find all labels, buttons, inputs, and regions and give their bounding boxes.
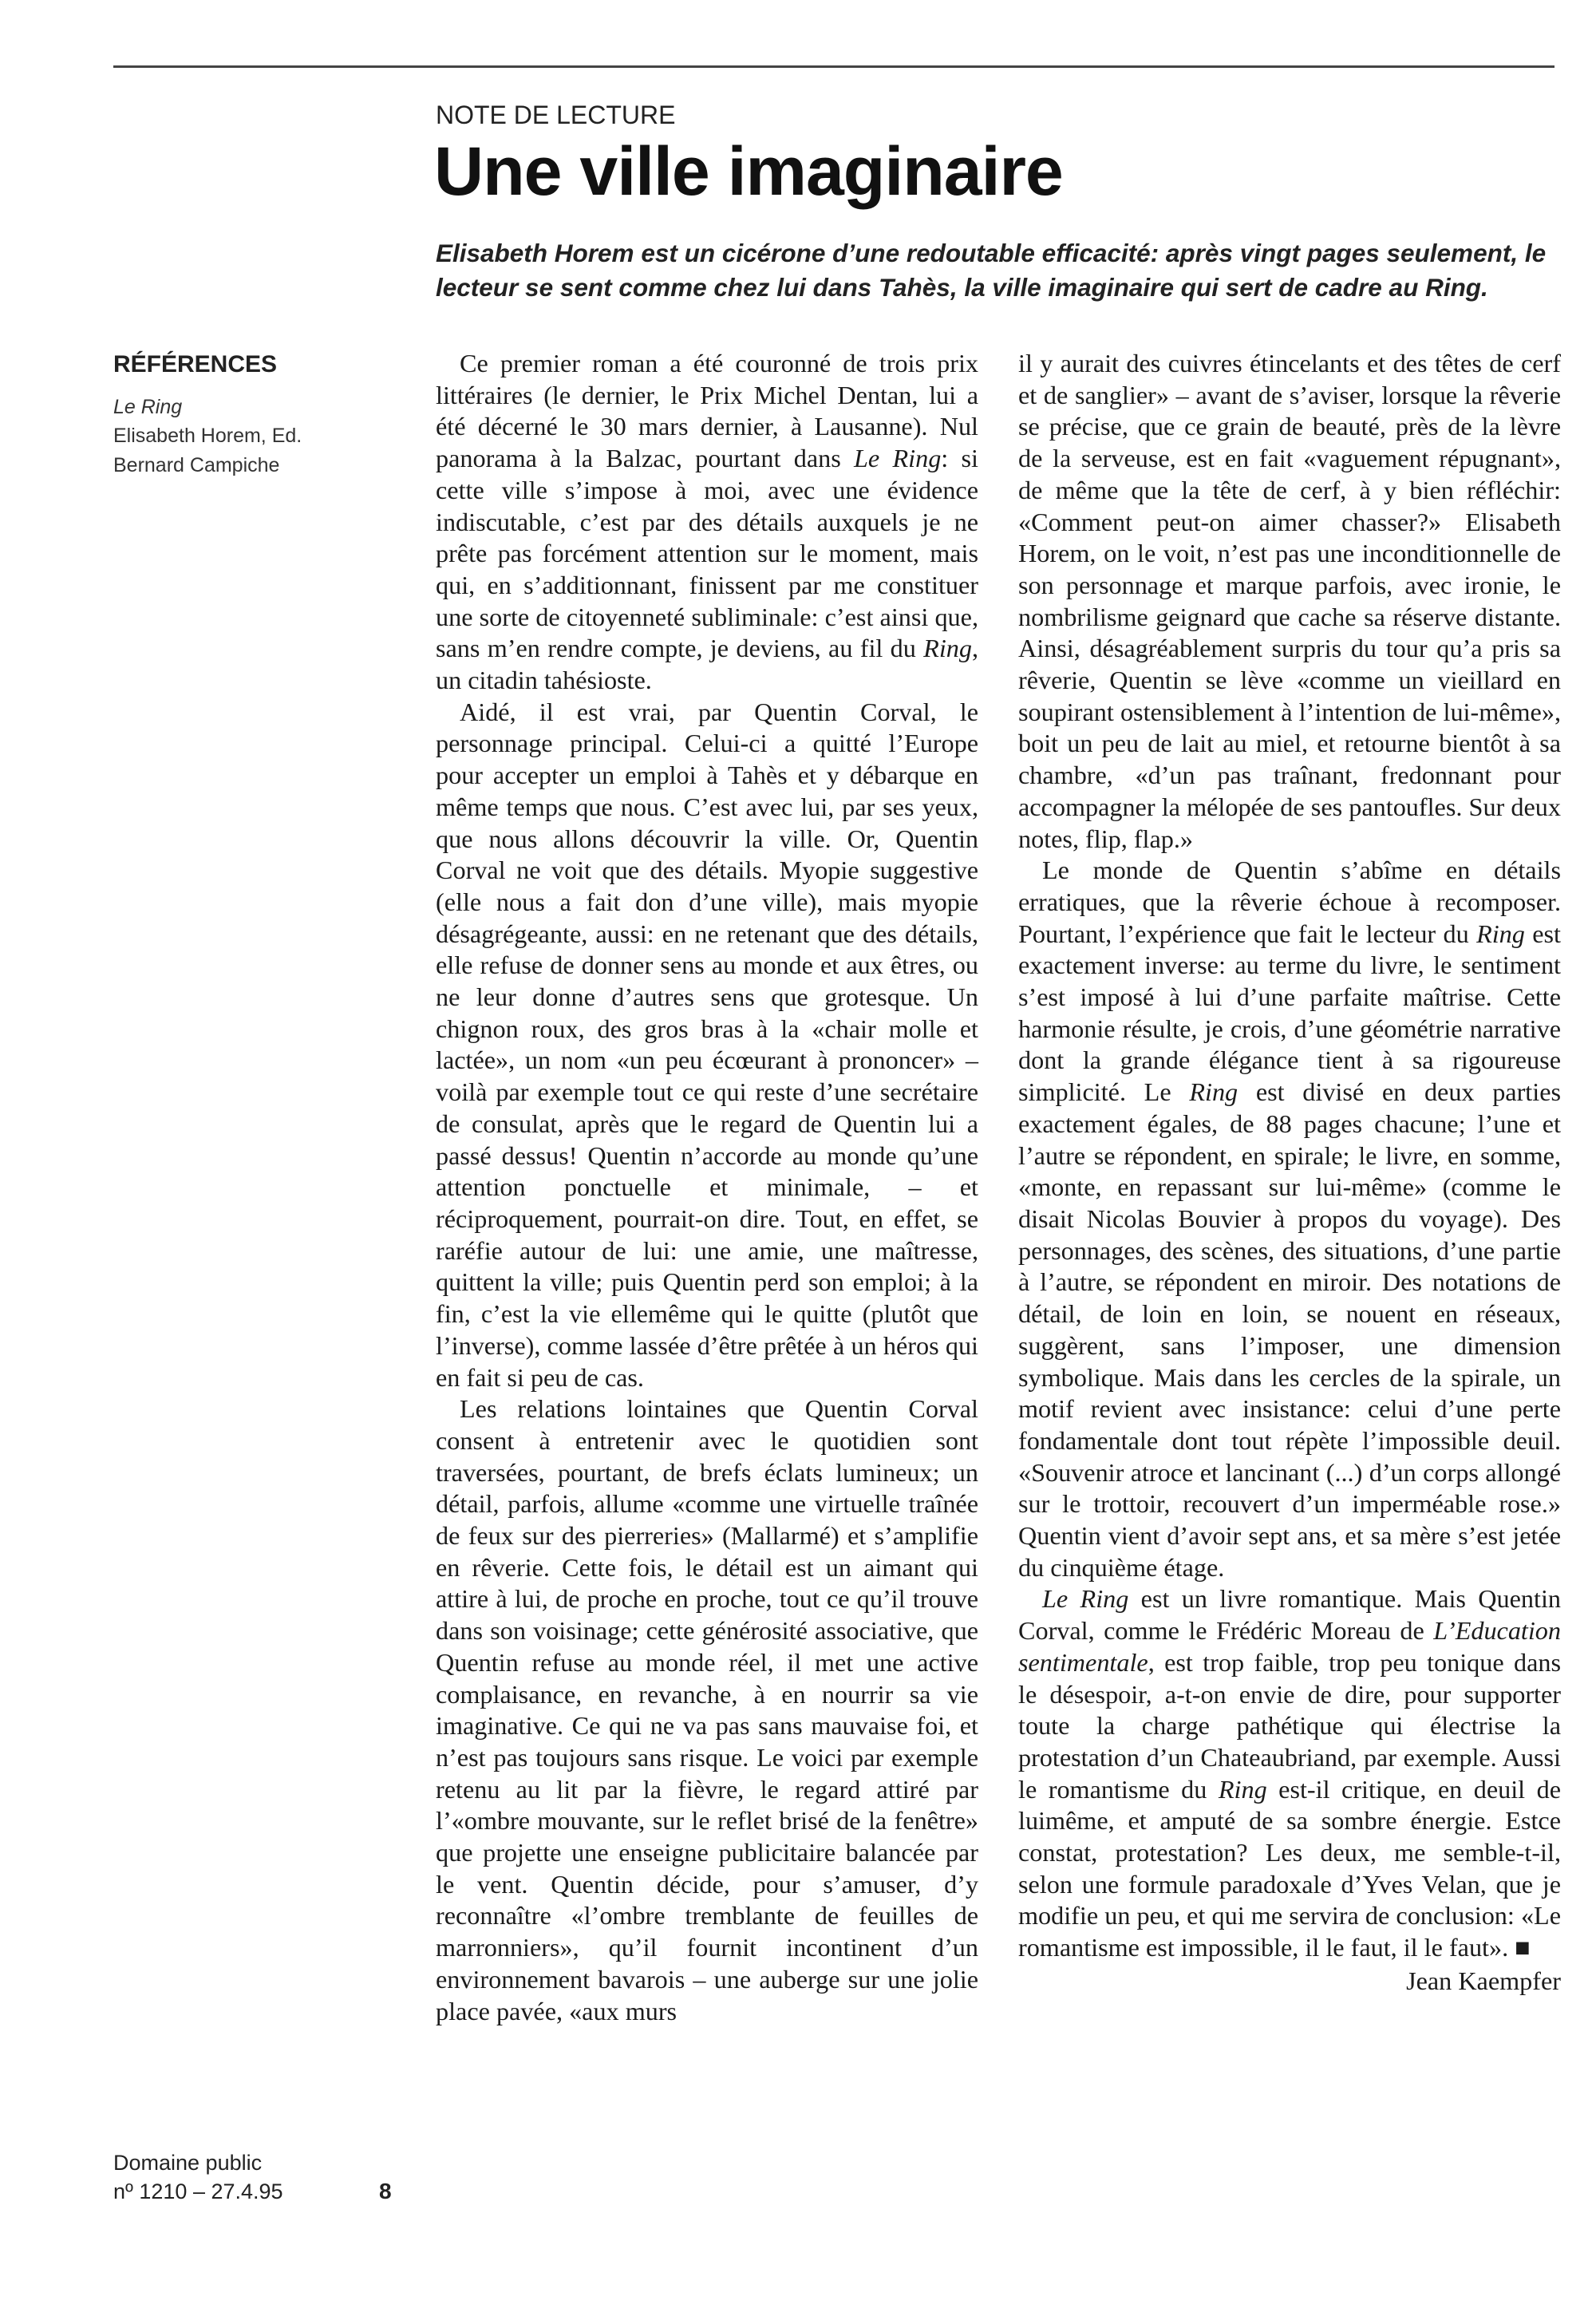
paragraph-1: Ce premier roman a été couronné de trois prix littéraires (le dernier, le Prix Michel Dentan, lui a été décerné le 30 mars dernier, à Lausanne). Nul panorama à la Balzac, pourtant dans Le Ring: si cette ville s’impose à moi, avec une évidence indiscutable, c’est par des détails auxquels je ne prête pas forcément attention sur le moment, mais qui, en s’additionnant, finissent par me constituer une sorte de citoyenneté subliminale: c’est ainsi que, sans m’en rendre compte, je deviens, au fil du Ring, un citadin tahésioste. (436, 349, 978, 695)
publication-footer (113, 2148, 283, 2207)
article-column-2 (1018, 348, 1561, 1998)
article-column-1 (436, 348, 978, 2027)
paragraph-4: Le monde de Quentin s’abîme en détails erratiques, que la rêverie échoue à recomposer. Pourtant, l’expérience que fait le lecteur du Ring est exactement inverse: au terme du livre, le sentiment s’est imposé à lui d’une parfaite maîtrise. Cette harmonie résulte, je crois, d’une géométrie narrative dont la grande élégance tient à sa rigoureuse simplicité. Le Ring est divisé en deux parties exactement égales, de 88 pages chacune; l’une et l’autre se répondent, en spirale; le livre, en somme, «monte, en repassant sur lui-même» (comme le disait Nicolas Bouvier à propos du voyage). Des personnages, des scènes, des situations, d’une partie à l’autre, se répondent en miroir. Des notations de détail, de loin en loin, se nouent en réseaux, suggèrent, sans l’imposer, une dimension symbolique. Mais dans les cercles de la spirale, un motif revient avec insistance: celui d’une perte fondamentale dont tout répète l’impossible deuil. «Souvenir atroce et lancinant (...) d’un corps allongé sur le trottoir, recouvert d’un imperméable rose.» Quentin vient d’avoir sept ans, et sa mère s’est jetée du cinquième étage. (1018, 856, 1562, 1582)
reference-author: Elisabeth Horem, Ed. (113, 425, 302, 448)
page-number: 8 (379, 2179, 392, 2203)
paragraph-2: Aidé, il est vrai, par Quentin Corval, le personnage principal. Celui-ci a quitté l’Europe pour accepter un emploi à Tahès et y débarque en même temps que nous. C’est avec lui, par ses yeux, que nous allons découvrir la ville. Or, Quentin Corval ne voit que des détails. Myopie suggestive (elle nous a fait don d’une ville), mais myopie désagrégeante, aussi: en ne retenant que des détails, elle refuse de donner sens au monde et aux êtres, ou ne leur donne d’autres sens que grotesque. Un chignon roux, des gros bras à la «chair molle et lactée», un nom «un peu écœurant à prononcer» – voilà par exemple tout ce qui reste d’une secrétaire de consulat, après que le regard de Quentin lui a passé dessus! Quentin n’accorde au monde qu’une attention ponctuelle et minimale, – et réciproquement, pourrait-on dire. Tout, en effet, se raréfie autour de lui: une amie, une maîtresse, quittent la ville; puis Quentin perd son emploi; à la fin, c’est la vie ellemême qui le quitte (plutôt que l’inverse), comme lassée d’être prêtée à un héros qui en fait si peu de cas. (436, 697, 978, 1392)
issue-number: nº 1210 – 27.4.95 (113, 2179, 283, 2204)
paragraph-3: Les relations lointaines que Quentin Corval consent à entretenir avec le quotidien sont traversées, pourtant, de brefs éclats lumineux; un détail, parfois, allume «comme une virtuelle traînée de feux sur des pierreries» (Mallarmé) et s’amplifie en rêverie. Cette fois, le détail est un aimant qui attire à lui, de proche en proche, tout ce qu’il trouve dans son voisinage; cette générosité associative, que Quentin refuse au monde réel, il met une active complaisance, en revanche, à en nourrir sa vie imaginative. Ce qui ne va pas sans mauvaise foi, et n’est pas toujours sans risque. Le voici par exemple retenu au lit par la fièvre, le regard attiré par l’«ombre mouvante, sur le reflet brisé de la fenêtre» que projette une enseigne publicitaire balancée par le vent. Quentin décide, pour s’amuser, d’y reconnaître «l’ombre tremblante de feuilles de marronniers», qu’il fournit incontinent d’un environnement bavarois – une auberge sur une jolie place pavée, «aux murs (436, 1394, 978, 2025)
author-signature: Jean Kaempfer (1406, 1966, 1561, 1995)
article-lead: Elisabeth Horem est un cicérone d’une redoutable efficacité: après vingt pages seulement, le lecteur se sent comme chez lui dans Tahès, la ville imaginaire qui sert de cadre au Ring. (436, 239, 1547, 302)
top-rule (113, 65, 1555, 68)
reference-book-title: Le Ring (113, 396, 183, 418)
paragraph-3-continued: il y aurait des cuivres étincelants et des têtes de cerf et de sanglier» – avant de s’aviser, lorsque la rêverie se précise, que ce grain de beauté, près de la lèvre de la serveuse, est en fait «vaguement répugnant», de même que la tête de cerf, à y bien réfléchir: «Comment peut-on aimer chasser?» Elisabeth Horem, on le voit, n’est pas une inconditionnelle de son personnage et marque parfois, avec ironie, le nombrilisme geignard que cache sa réserve distante. Ainsi, désagréablement surpris du tour qu’a pris sa rêverie, Quentin se lève «comme un vieillard en soupirant ostensiblement à l’intention de lui-même», boit un peu de lait au miel, et retourne bientôt à sa chambre, «d’un pas traînant, fredonnant pour accompagner la mélopée de ses pantoufles. Sur deux notes, flip, flap.» (1018, 349, 1561, 853)
references-sidebar (113, 351, 361, 480)
paragraph-5: Le Ring est un livre romantique. Mais Quentin Corval, comme le Frédéric Moreau de L’Education sentimentale, est trop faible, trop peu tonique dans le désespoir, a-t-on envie de dire, pour supporter toute la charge pathétique qui électrise la protestation d’un Chateaubriand, par exemple. Aussi le romantisme du Ring est-il critique, en deuil de luimême, et amputé de sa sombre énergie. Estce constat, protestation? Les deux, me semble-t-il, selon une formule paradoxale d’Yves Velan, que je modifie un peu, et qui me servira de conclusion: «Le romantisme est impossible, il le faut, il le faut». ■ (1018, 1584, 1561, 1962)
section-kicker: NOTE DE LECTURE (436, 101, 676, 129)
reference-publisher: Bernard Campiche (113, 453, 280, 476)
references-heading: RÉFÉRENCES (113, 351, 278, 377)
article-title: Une ville imaginaire (434, 133, 1063, 210)
publication-name: Domaine public (113, 2151, 263, 2175)
